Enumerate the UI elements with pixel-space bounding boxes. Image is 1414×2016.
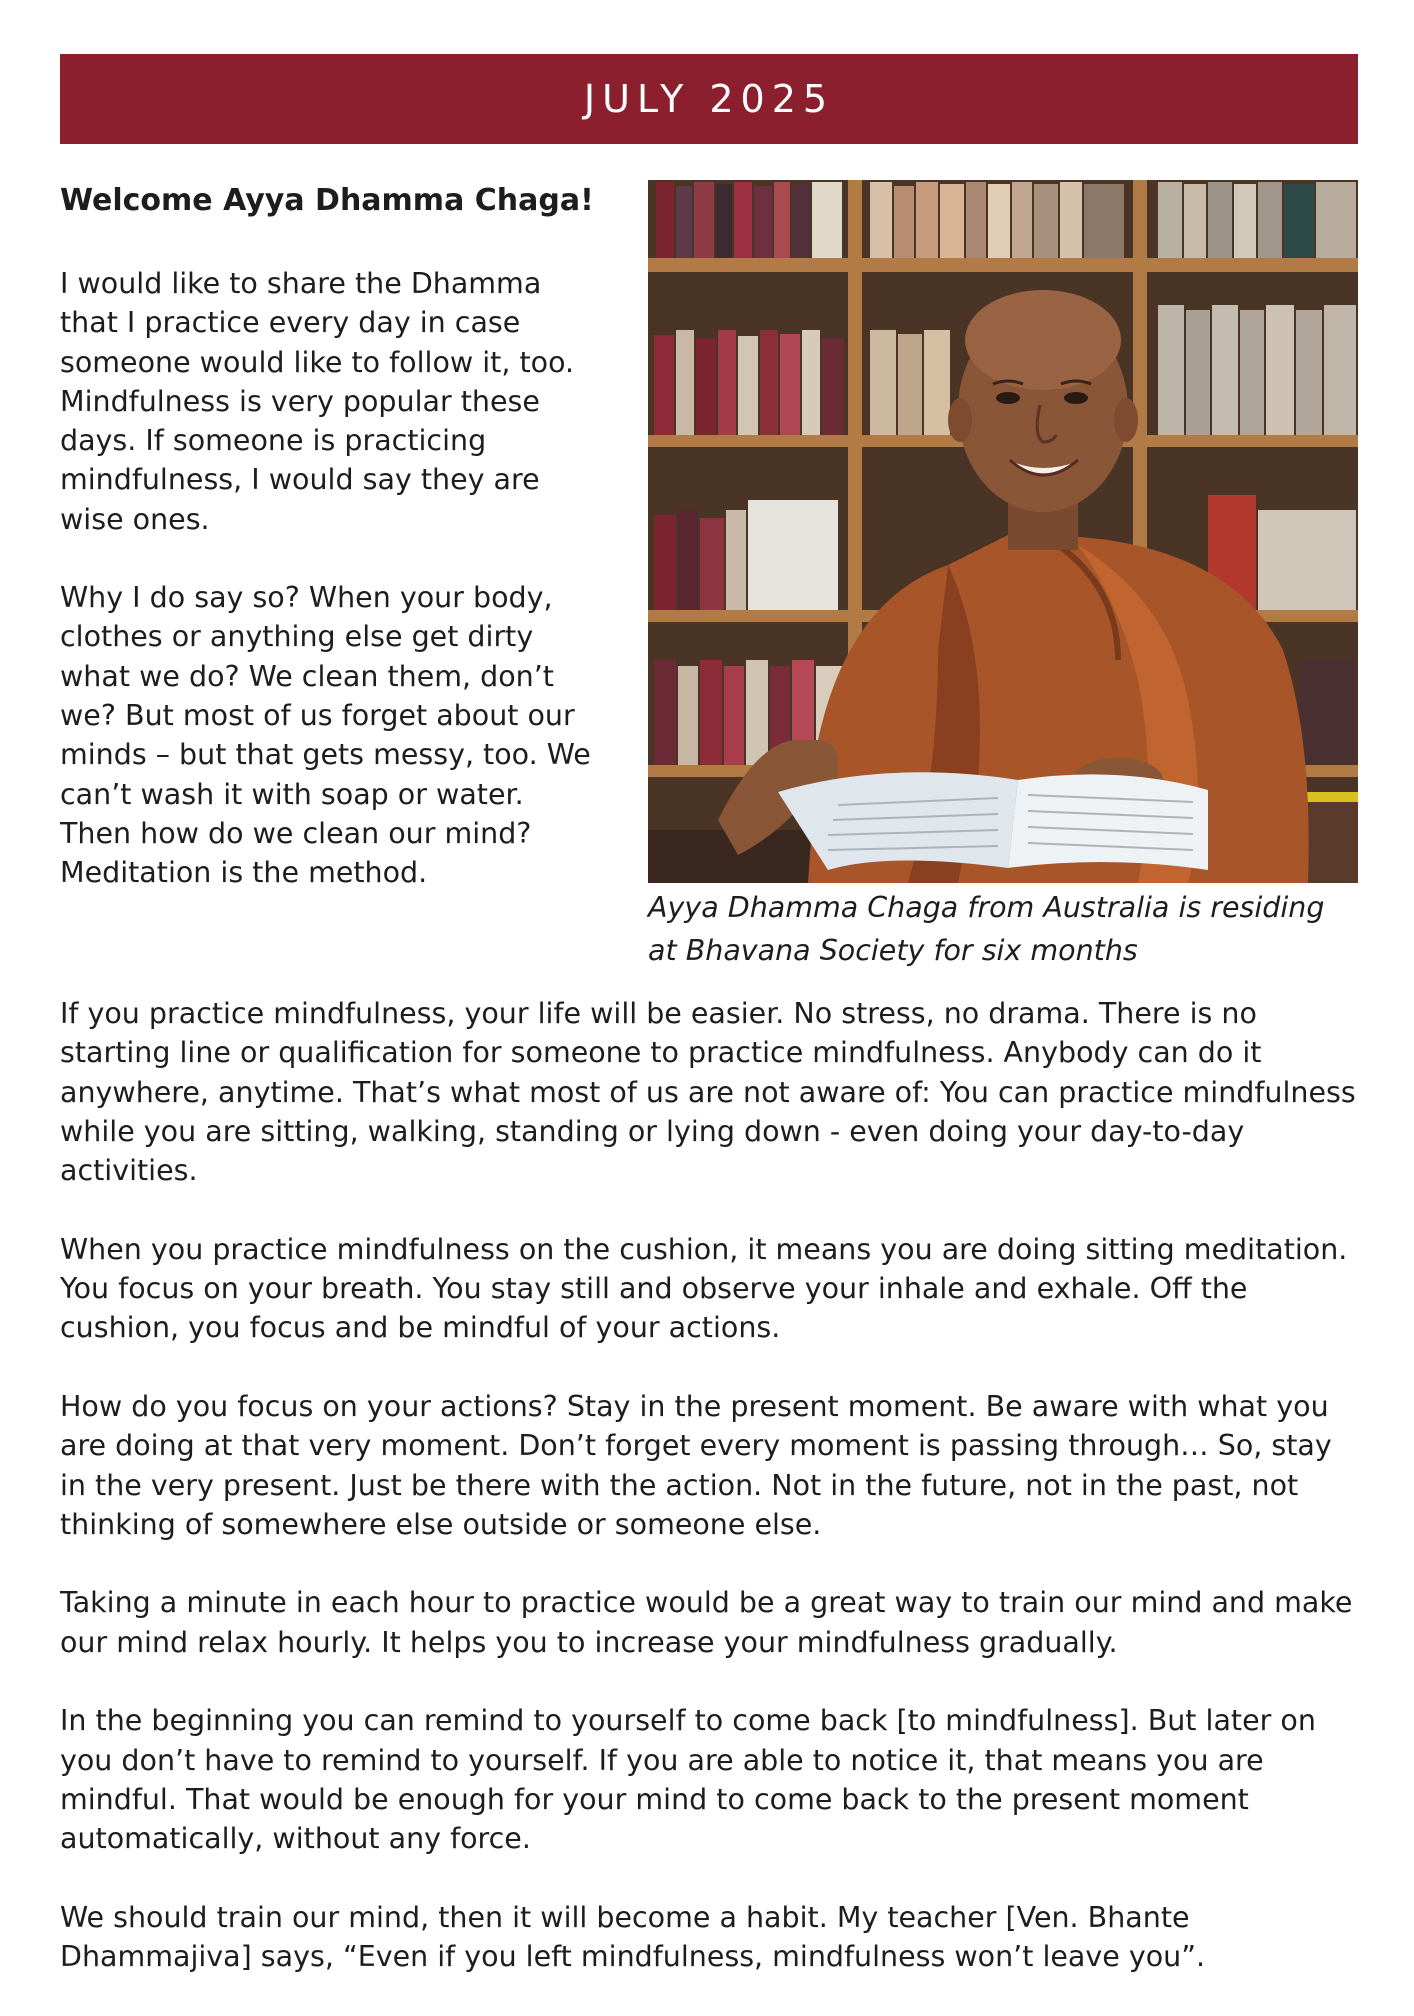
body-paragraph: If you practice mindfulness, your life will be easier. No stress, no drama. There is no starting line or qualification for someone to practice mindfulness. Anybody can do it anywhere, anytime. That’s what most of us are not aware of: You can practice mindfulness while you are sitting, walking, standing or lying down - even doing your day-to-day activities. bbox=[60, 997, 1356, 1188]
intro-paragraph: I would like to share the Dhamma that I practice every day in case someone would like to follow it, too. Mindfulness is very popular these days. If someone is practicing mindfulness, I would say they are wise ones. bbox=[60, 267, 575, 536]
body-paragraph: Taking a minute in each hour to practice would be a great way to train our mind and make our mind relax hourly. It helps you to increase your mindfulness gradually. bbox=[60, 1586, 1353, 1659]
body-paragraph: We should train our mind, then it will become a habit. My teacher [Ven. Bhante Dhammajiva] says, “Even if you left mindfulness, mindfulness won’t leave you”. bbox=[60, 1900, 1206, 1974]
body-paragraph: How do you focus on your actions? Stay in the present moment. Be aware with what you are doing at that very moment. Don’t forget every moment is passing through… So, stay in the very present. Just be there with the action. Not in the future, not in the past, not thinking of somewhere else outside or someone else. bbox=[60, 1389, 1332, 1541]
month-banner bbox=[60, 54, 1358, 144]
body-paragraph: When you practice mindfulness on the cushion, it means you are doing sitting meditation. You focus on your breath. You stay still and observe your inhale and exhale. Off the cushion, you focus and be mindful of your actions. bbox=[60, 1232, 1348, 1345]
nun-photo-illustration bbox=[648, 180, 1358, 883]
intro-paragraph: Why I do say so? When your body, clothes or anything else get dirty what we do? We clean them, don’t we? But most of us forget about our minds – but that gets messy, too. We can’t wash it with soap or water. Then how do we clean our mind? Meditation is the method. bbox=[60, 581, 591, 890]
article-body bbox=[60, 994, 1360, 2016]
body-paragraph: In the beginning you can remind to yourself to come back [to mindfulness]. But later on you don’t have to remind to yourself. If you are able to notice it, that means you are mindful. That would be enough for your mind to come back to the present moment automatically, without any force. bbox=[60, 1704, 1316, 1856]
nun-photo bbox=[648, 180, 1358, 883]
banner-title: JULY 2025 bbox=[583, 77, 835, 121]
article-heading: Welcome Ayya Dhamma Chaga! bbox=[60, 183, 594, 218]
intro-column bbox=[60, 178, 600, 931]
photo-caption: Ayya Dhamma Chaga from Australia is residing at Bhavana Society for six months bbox=[648, 891, 1325, 967]
